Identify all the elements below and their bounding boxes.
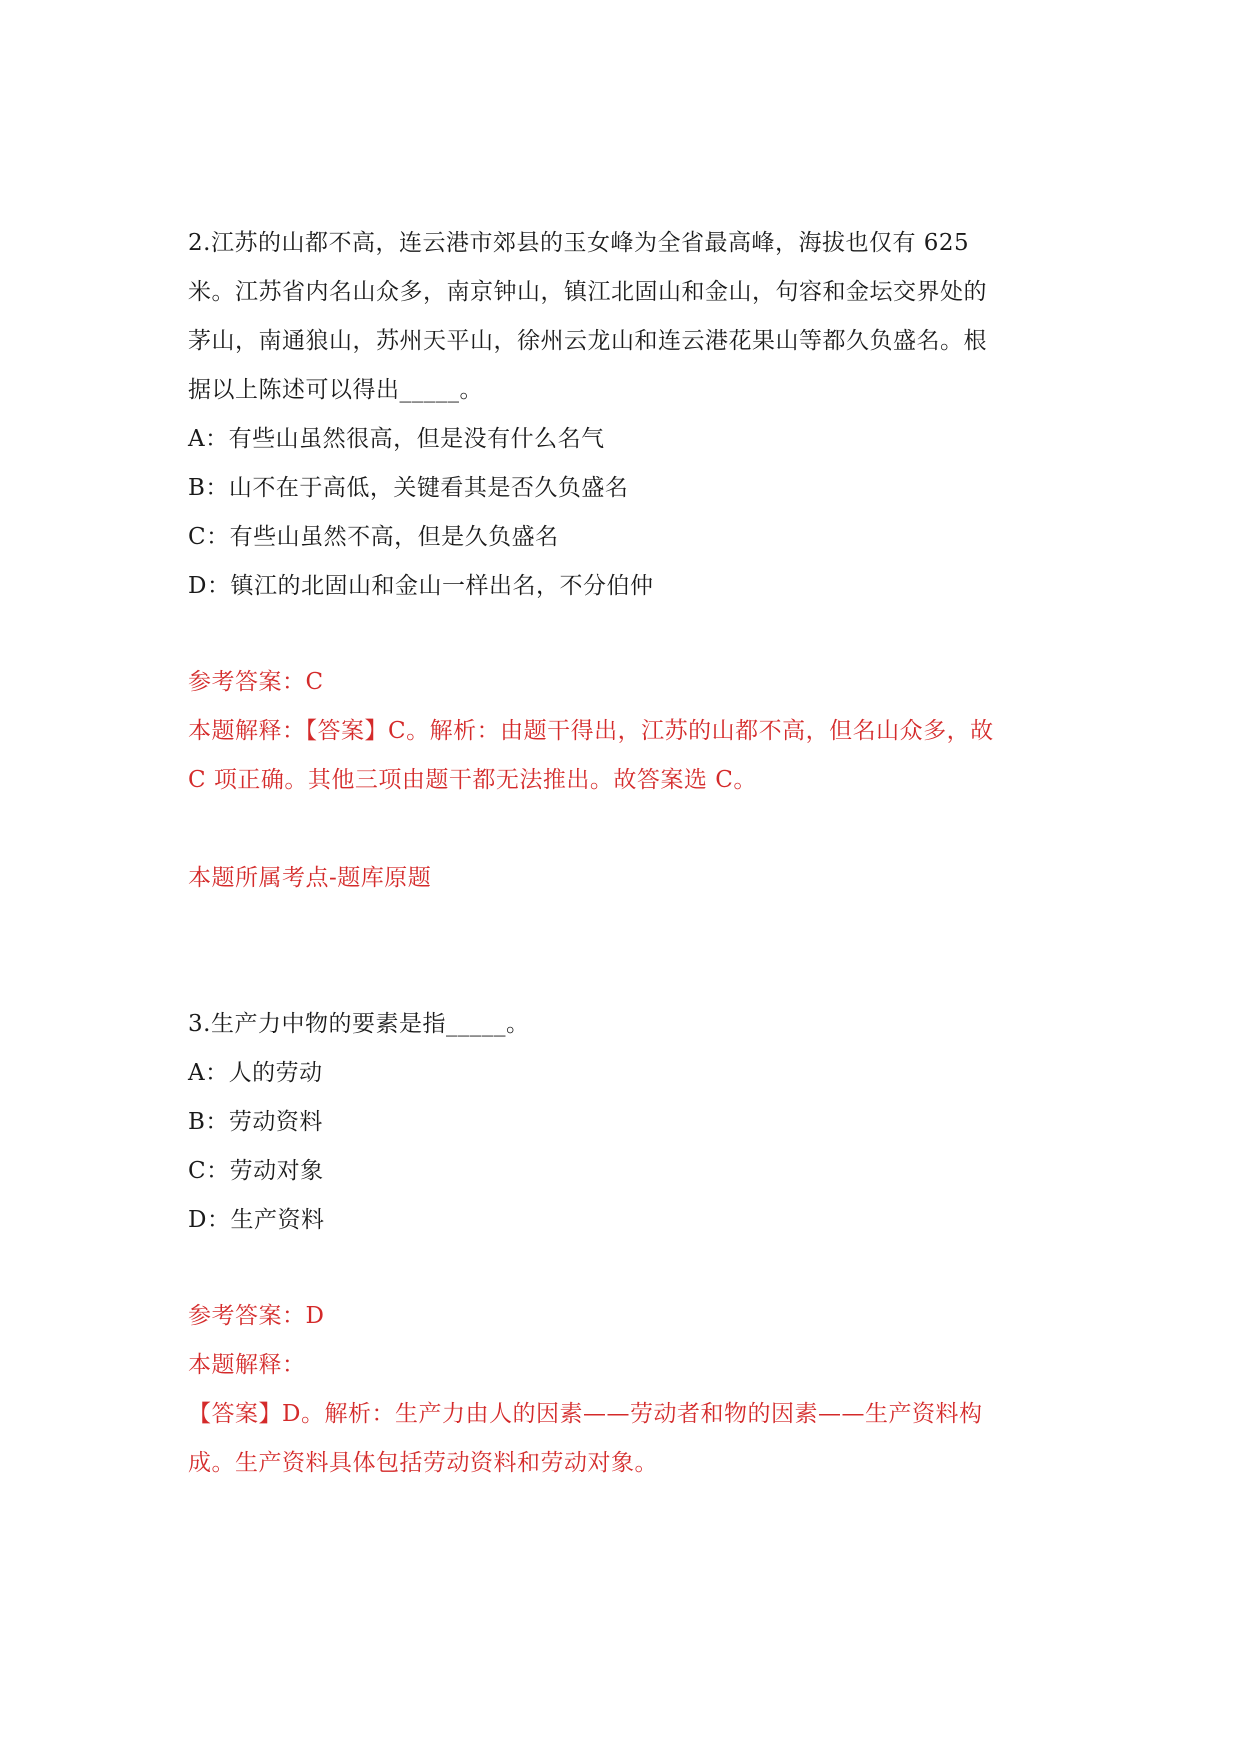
question-2-answer-block [188, 658, 1048, 805]
question-2-option-d: D：镇江的北固山和金山一样出名，不分伯仲 [188, 573, 654, 599]
question-2-option-a: A：有些山虽然很高，但是没有什么名气 [188, 426, 605, 452]
question-3-answer-block [188, 1292, 1048, 1488]
question-2-stem-line: 据以上陈述可以得出_____。 [188, 377, 483, 403]
question-2-option-c: C：有些山虽然不高，但是久负盛名 [188, 524, 559, 550]
question-3-option-c: C：劳动对象 [188, 1158, 324, 1184]
question-3-option-b: B：劳动资料 [188, 1109, 323, 1135]
question-2-stem-line: 米。江苏省内名山众多，南京钟山，镇江北固山和金山，句容和金坛交界处的 [188, 279, 987, 305]
question-3-option-a: A：人的劳动 [188, 1060, 323, 1086]
question-3-explanation-label: 本题解释： [188, 1352, 306, 1378]
question-2-stem-line: 2.江苏的山都不高，连云港市郊县的玉女峰为全省最高峰，海拔也仅有 625 [188, 230, 970, 256]
question-2-stem-line: 茅山，南通狼山，苏州天平山，徐州云龙山和连云港花果山等都久负盛名。根 [188, 328, 987, 354]
question-2-explanation-line: 本题解释：【答案】C。解析：由题干得出，江苏的山都不高，但名山众多，故 [188, 718, 994, 744]
question-3-explanation-line: 【答案】D。解析：生产力由人的因素——劳动者和物的因素——生产资料构 [188, 1401, 983, 1427]
question-2-option-b: B：山不在于高低，关键看其是否久负盛名 [188, 475, 629, 501]
question-2-answer: 参考答案：C [188, 669, 324, 695]
question-2-knowledge-point: 本题所属考点-题库原题 [188, 865, 432, 891]
question-2-explanation-line: C 项正确。其他三项由题干都无法推出。故答案选 C。 [188, 767, 757, 793]
question-2-knowledge-point-block [188, 854, 1048, 903]
question-3-option-d: D：生产资料 [188, 1207, 325, 1233]
question-3 [188, 1000, 1048, 1245]
question-3-explanation-line: 成。生产资料具体包括劳动资料和劳动对象。 [188, 1450, 658, 1476]
question-2 [188, 219, 1048, 611]
question-3-stem: 3.生产力中物的要素是指_____。 [188, 1011, 530, 1037]
question-3-answer: 参考答案：D [188, 1303, 325, 1329]
